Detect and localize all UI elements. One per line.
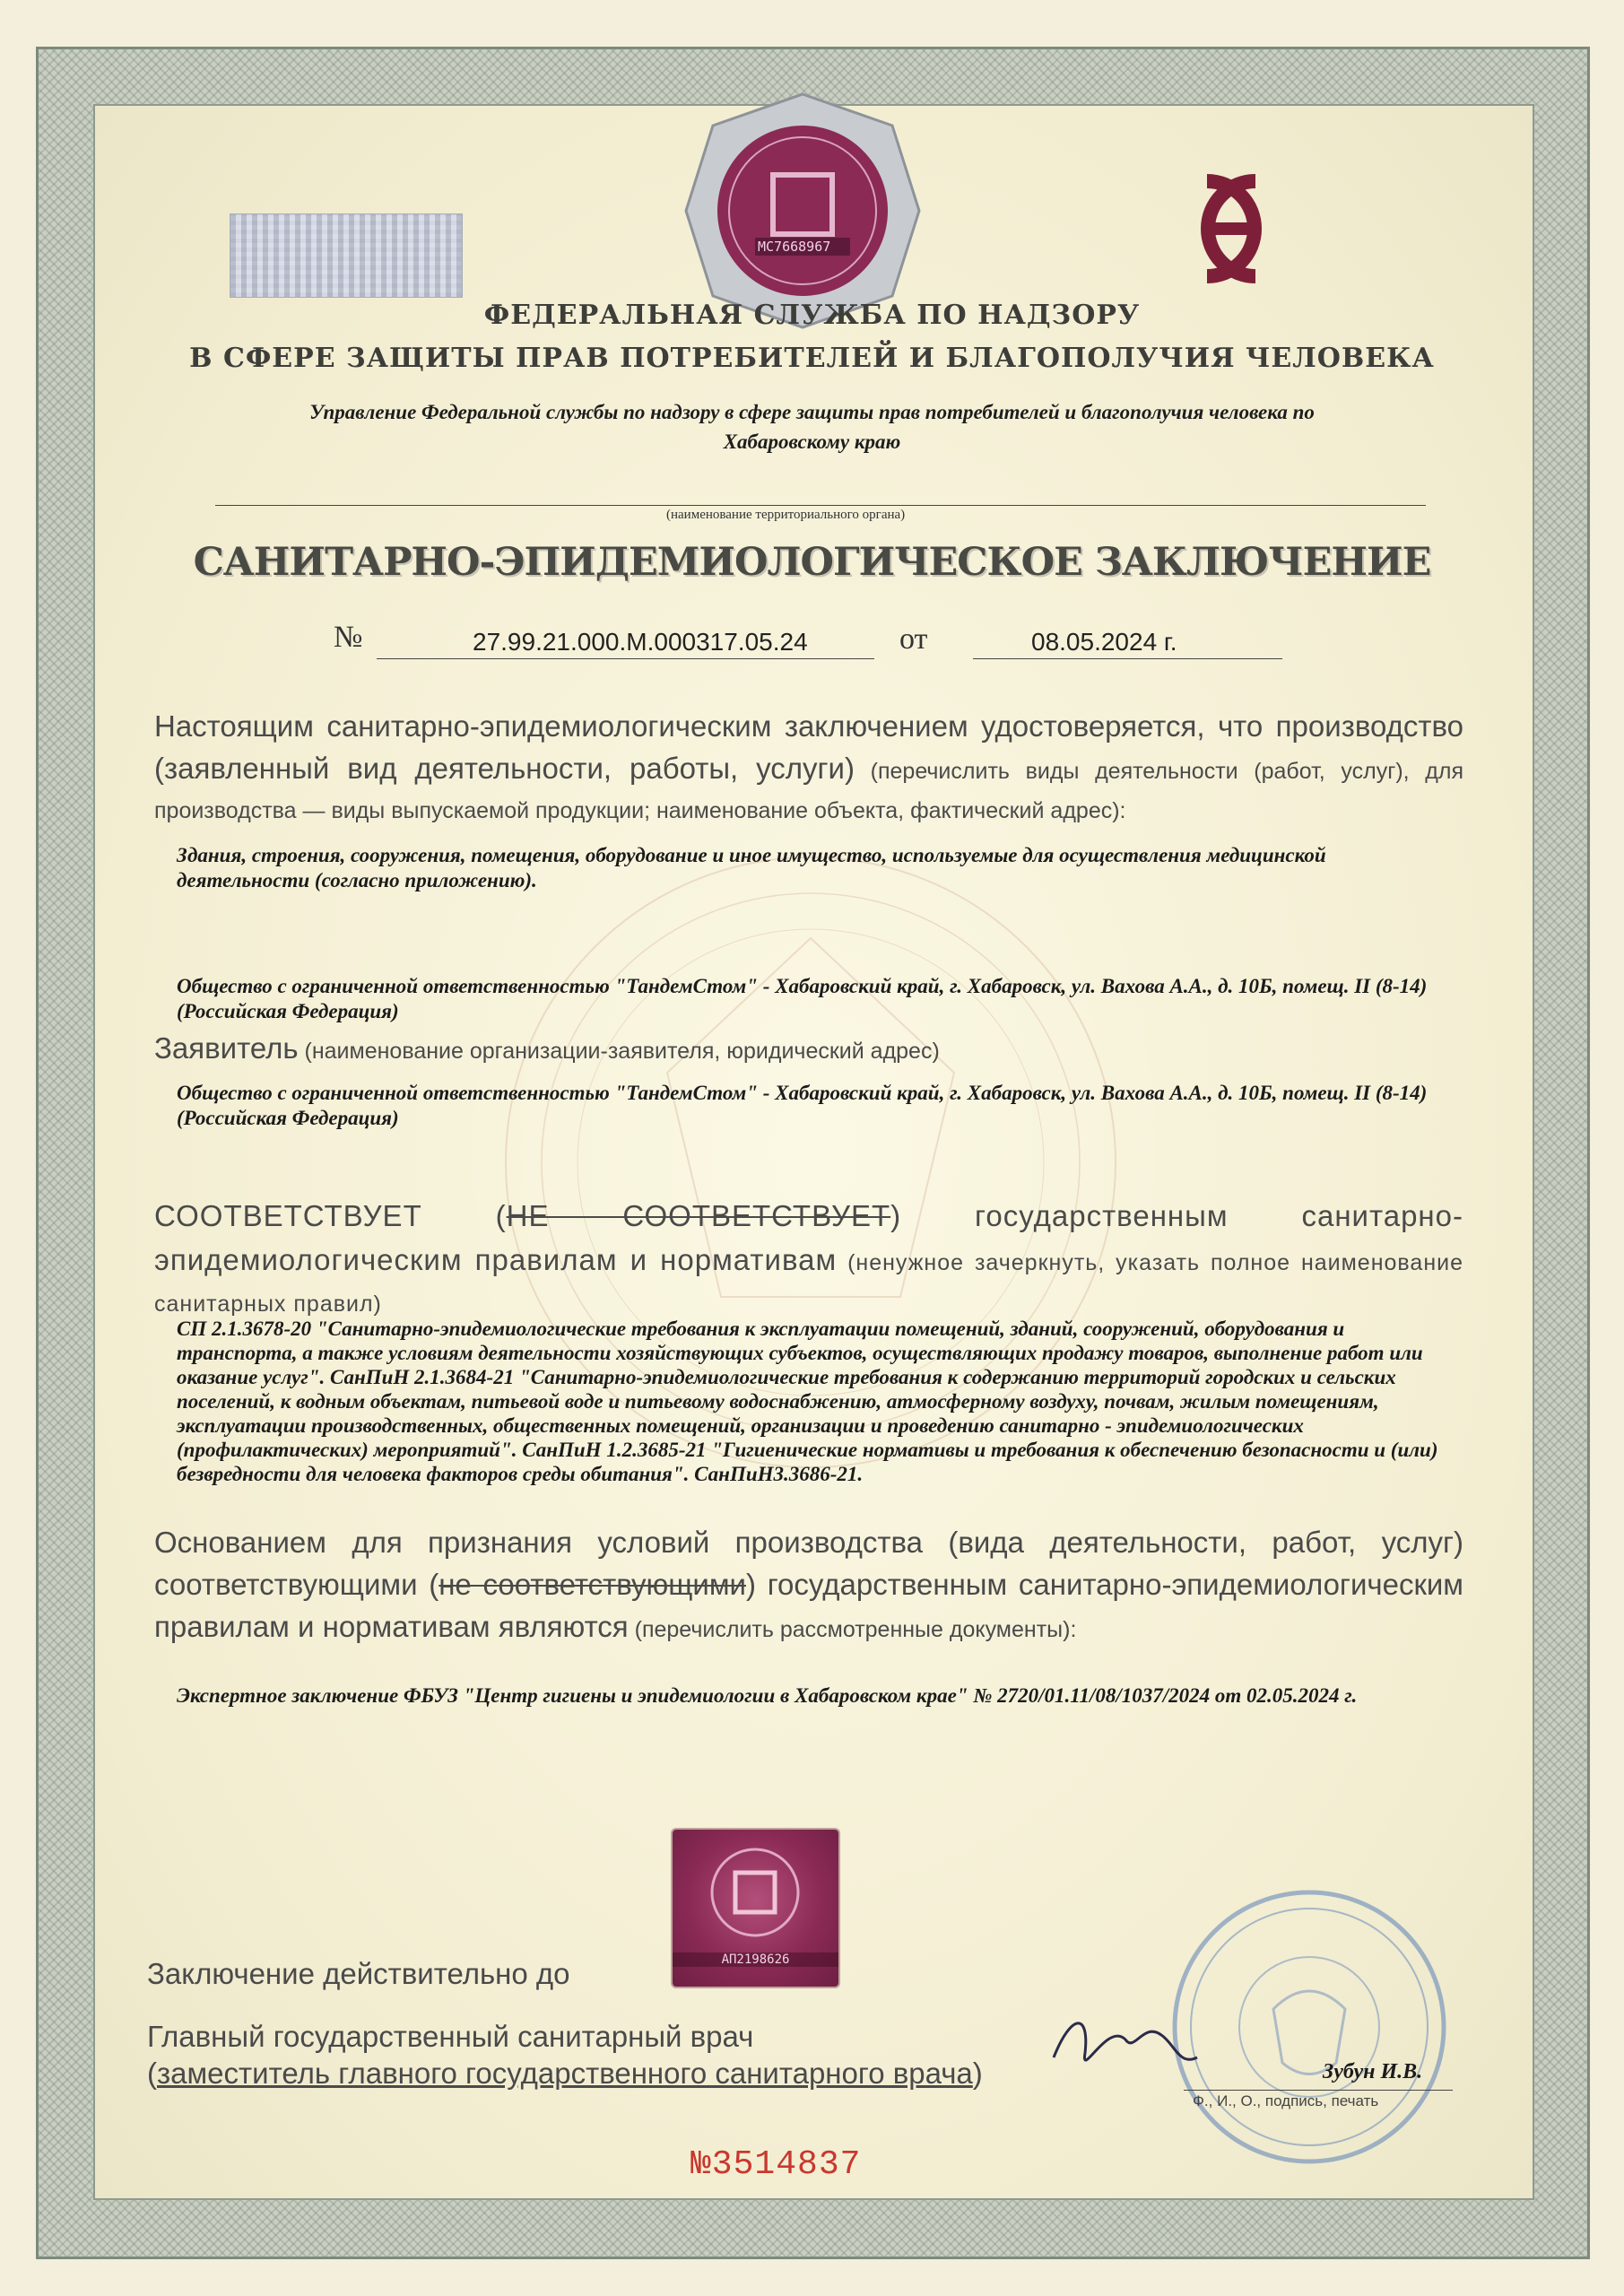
conformity-rest: ) государственным санитарно-эпидемиологическим правилам и нормативам [154, 1199, 1463, 1276]
agency-title-line1: ФЕДЕРАЛЬНАЯ СЛУЖБА ПО НАДЗОРУ [483, 300, 1141, 331]
deputy-close: ) [972, 2057, 983, 2090]
basis-document: Экспертное заключение ФБУЗ "Центр гигиены и эпидемиологии в Хабаровском крае" № 2720/01.11/08/1037/2024 от 02.05.2024 г. [177, 1684, 1358, 1707]
department-line1: Управление Федеральной службы по надзору в сфере защиты прав потребителей и благополучия человека по [309, 401, 1315, 423]
valid-until-line [628, 1991, 1076, 1992]
applicant-hint: (наименование организации-заявителя, юридический адрес) [298, 1039, 940, 1064]
department-line2: Хабаровскому краю [723, 430, 901, 453]
conformity-paragraph [154, 1197, 1463, 1326]
conformity-mark-icon [1157, 170, 1306, 287]
signer-underline [1184, 2090, 1453, 2091]
sanitary-rules: СП 2.1.3678-20 "Санитарно-эпидемиологические требования к эксплуатации помещений, зданий, сооружений, оборудования и транспорта, а также условиям деятельности хозяйствующих субъектов, осуществляющих продажу товаров, выполнение работ или оказание услуг". СанПиН 2.1.3684-21 "Санитарно-эпидемиологические требования к содержанию территорий городских и сельских поселений, к водным объектам, питьевой воде и питьевому водоснабжению, атмосферному воздуху, почвам, жилым помещениям, эксплуатации производственных, общественных помещений, организации и проведению санитарно - эпидемиологических (профилактических) мероприятий". СанПиН 1.2.3685-21 "Гигиенические нормативы и требования к обеспечению безопасности и (или) безвредности для человека факторов среды обитания". СанПиН3.3686-21. [177, 1318, 1438, 1485]
document-title: САНИТАРНО-ЭПИДЕМИОЛОГИЧЕСКОЕ ЗАКЛЮЧЕНИЕ [193, 540, 1431, 585]
chief-doctor-title: Главный государственный санитарный врач [147, 2020, 754, 2053]
document-date: 08.05.2024 г. [1031, 628, 1177, 656]
conformity-word: СООТВЕТСТВУЕТ ( [154, 1199, 507, 1232]
basis-text-2: ) государственным санитарно-эпидемиологическим правилам и нормативам являются [154, 1568, 1463, 1643]
document-number: 27.99.21.000.М.000317.05.24 [473, 628, 808, 656]
serial-number: №3514837 [690, 2145, 862, 2184]
signature [1045, 2004, 1206, 2089]
deputy-open: ( [147, 2057, 157, 2090]
hologram-seal-top [682, 90, 924, 332]
basis-paragraph [154, 1525, 1463, 1651]
applicant-organization: Общество с ограниченной ответственностью "ТандемСтом" - Хабаровский край, г. Хабаровск, ул. Вахова А.А., д. 10Б, помещ. II (8-14) (Российская Федерация) [177, 1082, 1428, 1129]
intro-hint: (перечислить виды деятельности (работ, услуг), для производства — виды выпускаемой продукции; наименование объекта, фактический адрес): [154, 759, 1463, 823]
signer-name: Зубун И.В. [1323, 2060, 1423, 2083]
deputy-line [147, 2057, 983, 2091]
hologram-strip [230, 213, 463, 298]
number-underline [377, 658, 874, 659]
intro-paragraph [154, 709, 1463, 832]
number-label: № [334, 621, 363, 654]
date-label: от [899, 622, 928, 656]
department-underline [215, 505, 1426, 506]
signer-hint: Ф., И., О., подпись, печать [1193, 2092, 1379, 2109]
conformity-struck: НЕ СООТВЕТСТВУЕТ [506, 1199, 891, 1232]
department-hint: (наименование территориального органа) [666, 508, 906, 522]
hologram-seal-bottom [673, 1830, 838, 1987]
activity-text: Здания, строения, сооружения, помещения, оборудование и иное имущество, используемые для осуществления медицинской деятельности (согласно приложению). [177, 844, 1326, 891]
conformity-hint: (ненужное зачеркнуть, указать полное наименование санитарных правил) [154, 1250, 1463, 1317]
round-stamp [1166, 1883, 1453, 2170]
basis-hint: (перечислить рассмотренные документы): [628, 1617, 1077, 1642]
agency-title-line2: В СФЕРЕ ЗАЩИТЫ ПРАВ ПОТРЕБИТЕЛЕЙ И БЛАГОПОЛУЧИЯ ЧЕЛОВЕКА [189, 343, 1435, 374]
seal-code: МС7668967 [758, 239, 831, 255]
basis-text-1: Основанием для признания условий производства (вида деятельности, работ, услуг) соответствующими ( [154, 1526, 1463, 1601]
basis-struck: не соответствующими [439, 1568, 746, 1601]
date-underline [973, 658, 1282, 659]
intro-text: Настоящим санитарно-эпидемиологическим заключением удостоверяется, что производство (заявленный вид деятельности, работы, услуги) [154, 709, 1463, 785]
hologram-code: АП2198626 [673, 1952, 838, 1967]
applicant-label: Заявитель [154, 1031, 299, 1065]
deputy-title: заместитель главного государственного санитарного врача [157, 2057, 973, 2090]
applicant-line [154, 1031, 1463, 1065]
object-organization: Общество с ограниченной ответственностью "ТандемСтом" - Хабаровский край, г. Хабаровск, ул. Вахова А.А., д. 10Б, помещ. II (8-14) (Российская Федерация) [177, 975, 1428, 1022]
valid-until: Заключение действительно до [147, 1957, 570, 1990]
